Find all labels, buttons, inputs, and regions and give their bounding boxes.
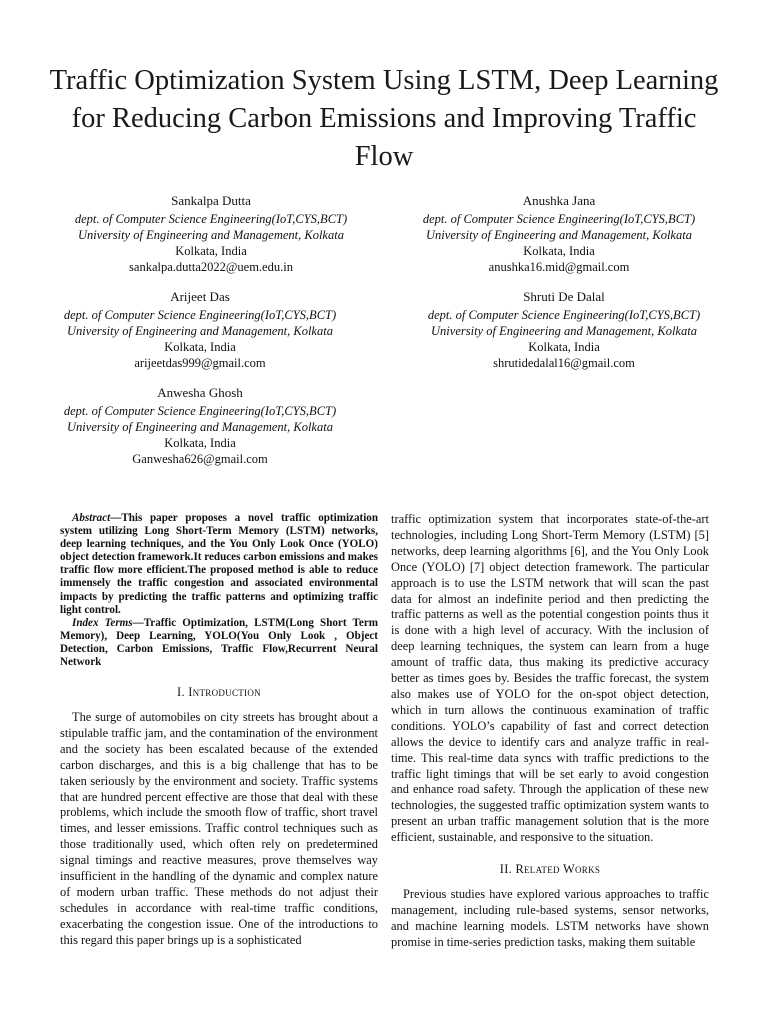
author-name: Anushka Jana — [522, 193, 596, 208]
author-university: University of Engineering and Management, Kolkata — [67, 324, 333, 338]
author-name: Shruti De Dalal — [523, 289, 605, 304]
author-block — [50, 289, 350, 371]
index-terms — [60, 617, 378, 669]
author-email[interactable]: Ganwesha626@gmail.com — [132, 452, 268, 466]
author-block — [408, 193, 710, 275]
introduction-paragraph-continued: traffic optimization system that incorporates state-of-the-art technologies, including Long Short-Term Memory (LSTM) [5] networks, deep learning algorithms [6], and the You Only Look Once (YOLO) [7] object detection framework. The particular approach is to use the LSTM network that will scan the past data for almost an indefinite period and then predicting the traffic patterns as well as the potential congestion points thus it is done with a high level of accuracy. With the inclusion of deep learning techniques, the system can learn from a huge amount of traffic data, thus making its predictive accuracy better as times goes by. Besides the traffic forecast, the system also makes use of YOLO for the on-spot object detection, which in turn allows the continuous examination of traffic conditions. YOLO’s capability of fast and correct detection allows the device to identify cars and analyze traffic in real-time. This real-time data syncs with traffic predictions to the traffic light timings that will be set early to avoid congestion and enhance road safety. Through the application of these new technologies, the suggested traffic optimization system wants to present an urban traffic management solution that is the more efficient, sustainable, and responsive to the situation. — [391, 512, 709, 845]
author-location: Kolkata, India — [164, 340, 236, 354]
author-location: Kolkata, India — [528, 340, 600, 354]
author-dept: dept. of Computer Science Engineering(IoT,CYS,BCT) — [74, 212, 348, 226]
index-terms-body: —Traffic Optimization, LSTM(Long Short Term Memory), Deep Learning, YOLO(You Only Look , Object Detection, Carbon Emissions, Traffic Flow,Recurrent Neural Network — [60, 616, 378, 669]
section-heading-related-works: II. Related Works — [499, 862, 601, 877]
abstract-lead: Abstract — [72, 512, 111, 524]
author-block — [413, 289, 715, 371]
author-email[interactable]: arijeetdas999@gmail.com — [134, 356, 266, 370]
left-column — [60, 512, 378, 949]
author-name: Sankalpa Dutta — [171, 193, 251, 208]
author-email[interactable]: anushka16.mid@gmail.com — [488, 260, 630, 274]
author-dept: dept. of Computer Science Engineering(IoT,CYS,BCT) — [422, 212, 696, 226]
author-email[interactable]: shrutidedalal16@gmail.com — [493, 356, 635, 370]
author-university: University of Engineering and Management, Kolkata — [78, 228, 344, 242]
paper-title: Traffic Optimization System Using LSTM, Deep Learning for Reducing Carbon Emissions and Improving Traffic Flow — [49, 65, 719, 172]
author-dept: dept. of Computer Science Engineering(IoT,CYS,BCT) — [427, 308, 701, 322]
index-terms-lead: Index Terms — [72, 616, 133, 629]
author-block — [50, 385, 350, 467]
author-dept: dept. of Computer Science Engineering(IoT,CYS,BCT) — [63, 308, 337, 322]
abstract-body: —This paper proposes a novel traffic optimization system utilizing Long Short-Term Memory (LSTM) networks, deep learning techniques, and the You Only Look Once (YOLO) object detection framework.It reduces carbon emissions and makes traffic flow more efficient.The proposed method is able to reduce immensely the traffic congestion and associated environmental impacts by predicting the traffic patterns and optimizing traffic light control. — [60, 512, 378, 616]
author-block — [60, 193, 362, 275]
author-email[interactable]: sankalpa.dutta2022@uem.edu.in — [129, 260, 293, 274]
author-name: Anwesha Ghosh — [157, 385, 243, 400]
author-university: University of Engineering and Management, Kolkata — [67, 420, 333, 434]
author-dept: dept. of Computer Science Engineering(IoT,CYS,BCT) — [63, 404, 337, 418]
abstract — [60, 512, 378, 617]
author-location: Kolkata, India — [523, 244, 595, 258]
author-location: Kolkata, India — [164, 436, 236, 450]
author-university: University of Engineering and Management, Kolkata — [431, 324, 697, 338]
introduction-paragraph: The surge of automobiles on city streets has brought about a stipulable traffic jam, and the contamination of the environment and the society has been escalated because of the extended carbon discharges, and this is a big challenge that has to be taken seriously by the environment and society. Traffic systems that are hundred percent effective are those that deal with these problems, which include the smooth flow of traffic, short travel times, and lesser emissions. Traffic control techniques such as those traditionally used, which often rely on predetermined signal timings and reactive measures, prove themselves way insufficient in the handling of the dynamic and complex nature of modern urban traffic. These methods do not adjust their schedules in accordance with real-time traffic conditions, exacerbating the congestion issue. One of the introductions to this regard this paper brings up is a sophisticated — [60, 710, 378, 947]
section-heading-introduction: I. Introduction — [177, 685, 261, 700]
author-location: Kolkata, India — [175, 244, 247, 258]
author-name: Arijeet Das — [170, 289, 230, 304]
right-column — [391, 512, 709, 951]
author-university: University of Engineering and Management, Kolkata — [426, 228, 692, 242]
related-works-paragraph: Previous studies have explored various approaches to traffic management, including rule-based systems, sensor networks, and machine learning models. LSTM networks have shown promise in time-series prediction tasks, making them suitable — [391, 886, 709, 949]
